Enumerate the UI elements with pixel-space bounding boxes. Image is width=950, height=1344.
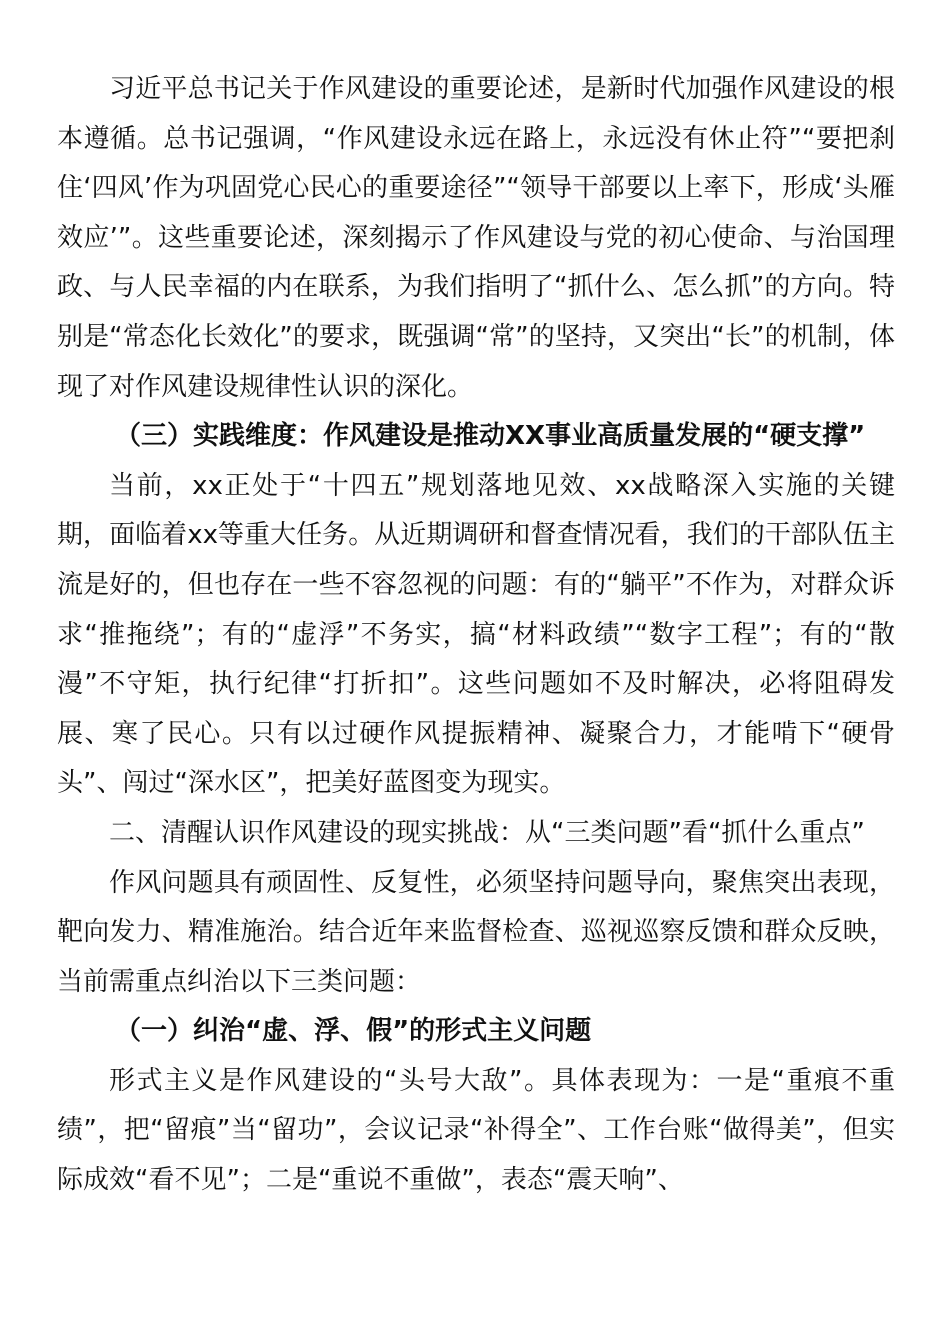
heading-formalism: （一）纠治“虚、浮、假”的形式主义问题 xyxy=(115,1016,592,1047)
paragraph-formalism: 形式主义是作风建设的“头号大敌”。具体表现为：一是“重痕不重绩”，把“留痕”当“留功”，会议记录“补得全”、工作台账“做得美”，但实际成效“看不见”；二是“重说不重做”，表态“震天响”、 xyxy=(57,1065,895,1196)
paragraph-problem-orientation: 作风问题具有顽固性、反复性，必须坚持问题导向，聚焦突出表现，靶向发力、精准施治。结合近年来监督检查、巡视巡察反馈和群众反映，当前需重点纠治以下三类问题： xyxy=(57,867,895,997)
section-title-challenges: 二、清醒认识作风建设的现实挑战：从“三类问题”看“抓什么重点” xyxy=(109,817,865,848)
document-page xyxy=(57,65,895,1206)
heading-practice-dimension: （三）实践维度：作风建设是推动XX事业高质量发展的“硬支撑” xyxy=(115,421,866,452)
paragraph-theory: 习近平总书记关于作风建设的重要论述，是新时代加强作风建设的根本遵循。总书记强调，“作风建设永远在路上，永远没有休止符”“要把刹住‘四风’作为巩固党心民心的重要途径”“领导干部要以上率下，形成‘头雁效应’”。这些重要论述，深刻揭示了作风建设与党的初心使命、与治国理政、与人民幸福的内在联系，为我们指明了“抓什么、怎么抓”的方向。特别是“常态化长效化”的要求，既强调“常”的坚持，又突出“长”的机制，体现了对作风建设规律性认识的深化。 xyxy=(57,74,895,402)
paragraph-current-situation: 当前，xx正处于“十四五”规划落地见效、xx战略深入实施的关键期，面临着xx等重大任务。从近期调研和督查情况看，我们的干部队伍主流是好的，但也存在一些不容忽视的问题：有的“躺平”不作为，对群众诉求“推拖绕”；有的“虚浮”不务实，搞“材料政绩”“数字工程”；有的“散漫”不守矩，执行纪律“打折扣”。这些问题如不及时解决，必将阻碍发展、寒了民心。只有以过硬作风提振精神、凝聚合力，才能啃下“硬骨头”、闯过“深水区”，把美好蓝图变为现实。 xyxy=(57,470,895,799)
